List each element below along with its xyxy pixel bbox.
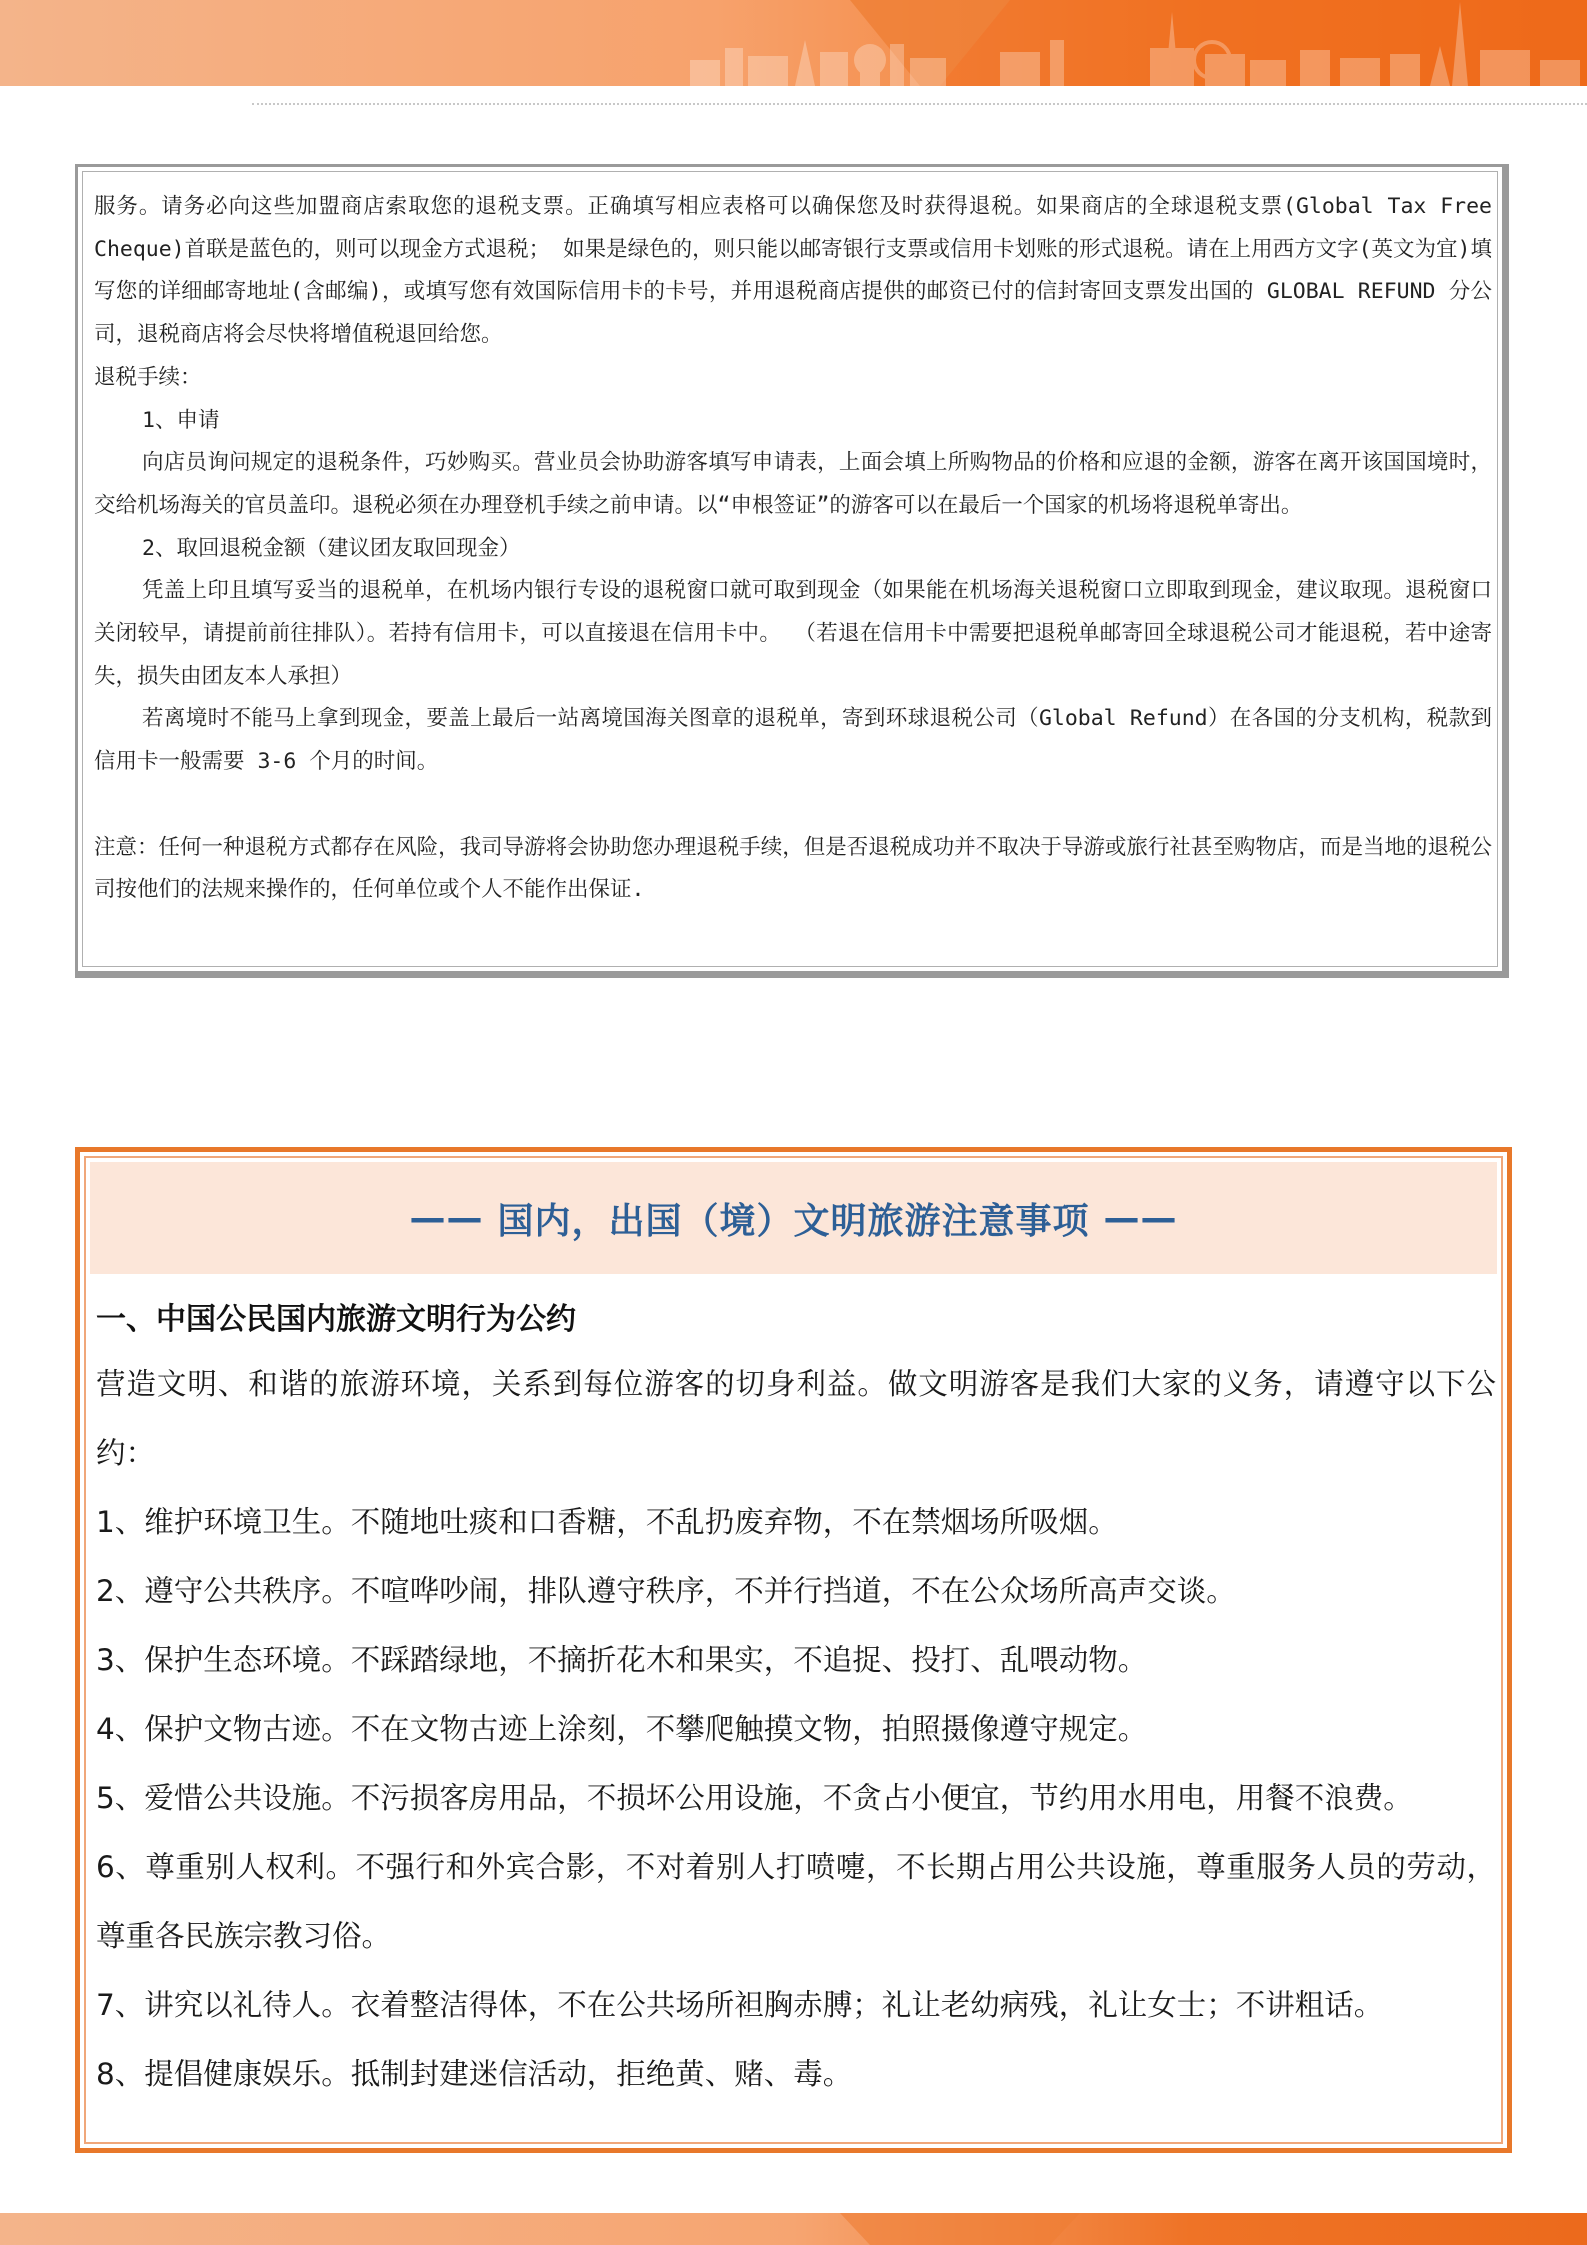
city-skyline-banner-art	[0, 0, 1587, 86]
tax-note: 注意：任何一种退税方式都存在风险，我司导游将会协助您办理退税手续，但是否退税成功并不取决于导游或旅行社甚至购物店，而是当地的退税公司按他们的法规来操作的，任何单位或个人不能作出保证.	[94, 834, 1492, 903]
header-dash-left: ——	[409, 1197, 484, 1239]
intro-paragraph: 营造文明、和谐的旅游环境，关系到每位游客的切身利益。做文明游客是我们大家的义务，请遵守以下公约：	[96, 1367, 1496, 1470]
civilized-travel-title: 国内，出国（境）文明旅游注意事项	[497, 1200, 1090, 1242]
list-item: 4、保护文物古迹。不在文物古迹上涂刻，不攀爬触摸文物，拍照摄像遵守规定。	[96, 1712, 1148, 1746]
tax-step-2-title: 2、取回退税金额（建议团友取回现金）	[142, 535, 521, 561]
list-item: 7、讲究以礼待人。衣着整洁得体，不在公共场所袒胸赤膊；礼让老幼病残，礼让女士；不讲粗话。	[96, 1988, 1384, 2022]
tax-step-2-text-2: 若离境时不能马上拿到现金，要盖上最后一站离境国海关图章的退税单，寄到环球退税公司（Global Refund）在各国的分支机构，税款到信用卡一般需要 3-6 个月的时间。	[94, 706, 1492, 775]
tax-spacer	[94, 784, 1492, 827]
bottom-banner-art	[0, 2213, 1587, 2245]
tax-refund-text	[94, 186, 1492, 912]
civilized-travel-header	[90, 1162, 1497, 1274]
top-banner	[0, 0, 1587, 86]
list-item: 8、提倡健康娱乐。抵制封建迷信活动，拒绝黄、赌、毒。	[96, 2057, 853, 2091]
list-item: 5、爱惜公共设施。不污损客房用品，不损坏公用设施，不贪占小便宜，节约用水用电，用餐不浪费。	[96, 1781, 1413, 1815]
tax-step-2-text: 凭盖上印且填写妥当的退税单，在机场内银行专设的退税窗口就可取到现金（如果能在机场海关退税窗口立即取到现金，建议取现。退税窗口关闭较早，请提前前往排队）。若持有信用卡，可以直接退在信用卡中。 （若退在信用卡中需要把退税单邮寄回全球退税公司才能退税，若中途寄失，损失由团友本人承担）	[94, 578, 1492, 689]
tax-step-1-title: 1、申请	[142, 407, 220, 433]
header-dash-right: ——	[1103, 1197, 1178, 1239]
header-dotted-rule	[252, 103, 1587, 105]
civilized-travel-body	[96, 1290, 1496, 2109]
tax-paragraph-1: 服务。请务必向这些加盟商店索取您的退税支票。正确填写相应表格可以确保您及时获得退税。如果商店的全球退税支票(Global Tax Free Cheque)首联是蓝色的，则可以现金方式退税； 如果是绿色的，则只能以邮寄银行支票或信用卡划账的形式退税。请在上用西方文字(英文为宜)填写您的详细邮寄地址(含邮编)，或填写您有效国际信用卡的卡号，并用退税商店提供的邮资已付的信封寄回支票发出国的 GLOBAL REFUND 分公司，退税商店将会尽快将增值税退回给您。	[94, 194, 1492, 348]
list-item: 1、维护环境卫生。不随地吐痰和口香糖，不乱扔废弃物，不在禁烟场所吸烟。	[96, 1505, 1118, 1539]
list-item: 3、保护生态环境。不踩踏绿地，不摘折花木和果实，不追捉、投打、乱喂动物。	[96, 1643, 1148, 1677]
section-title: 一、中国公民国内旅游文明行为公约	[96, 1302, 576, 1337]
tax-step-1-text: 向店员询问规定的退税条件，巧妙购买。营业员会协助游客填写申请表，上面会填上所购物品的价格和应退的金额，游客在离开该国国境时，交给机场海关的官员盖印。退税必须在办理登机手续之前申请。以“申根签证”的游客可以在最后一个国家的机场将退税单寄出。	[94, 450, 1492, 518]
tax-procedure-title: 退税手续：	[94, 364, 202, 390]
list-item: 6、尊重别人权利。不强行和外宾合影，不对着别人打喷嚏，不长期占用公共设施，尊重服务人员的劳动，尊重各民族宗教习俗。	[96, 1850, 1496, 1953]
list-item: 2、遵守公共秩序。不喧哗吵闹，排队遵守秩序，不并行挡道，不在公众场所高声交谈。	[96, 1574, 1236, 1608]
bottom-banner	[0, 2213, 1587, 2245]
